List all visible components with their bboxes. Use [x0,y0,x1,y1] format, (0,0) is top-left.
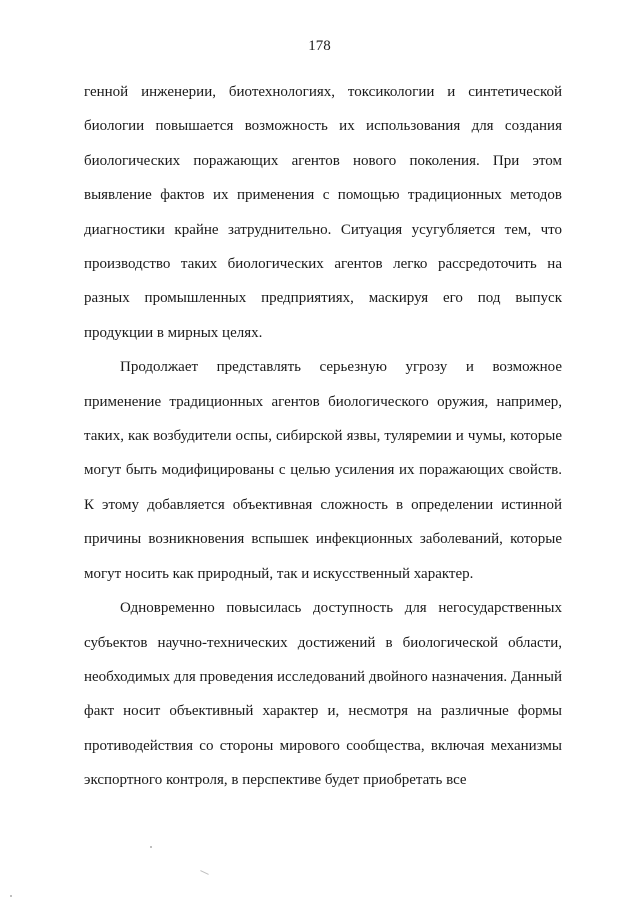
scan-speck [150,846,152,848]
paragraph-2: Продолжает представлять серьезную угрозу и возможное применение традиционных агентов биологического оружия, например, таких, как возбудители оспы, сибирской язвы, туляремии и чумы, которые могут быть модифицированы с целью усиления их поражающих свойств. К этому добавляется объективная сложность в определении истинной причины возникновения вспышек инфекционных заболеваний, которые могут носить как природный, так и искусственный характер. [84,359,562,582]
body-text [84,75,562,798]
paragraph-3: Одновременно повысилась доступность для негосударственных субъектов научно-технических достижений в биологической области, необходимых для проведения исследований двойного назначения. Данный факт носит объективный характер и, несмотря на различные формы противодействия со стороны мирового сообщества, включая механизмы экспортного контроля, в перспективе будет приобретать все [84,600,562,789]
scan-speck [200,870,209,875]
page-number: 178 [308,38,331,54]
paragraph-1: генной инженерии, биотехнологиях, токсикологии и синтетической биологии повышается возможность их использования для создания биологических поражающих агентов нового поколения. При этом выявление фактов их применения с помощью традиционных методов диагностики крайне затруднительно. Ситуация усугубляется тем, что производство таких биологических агентов легко рассредоточить на разных промышленных предприятиях, маскируя его под выпуск продукции в мирных целях. [84,84,562,341]
scan-speck [10,895,12,897]
